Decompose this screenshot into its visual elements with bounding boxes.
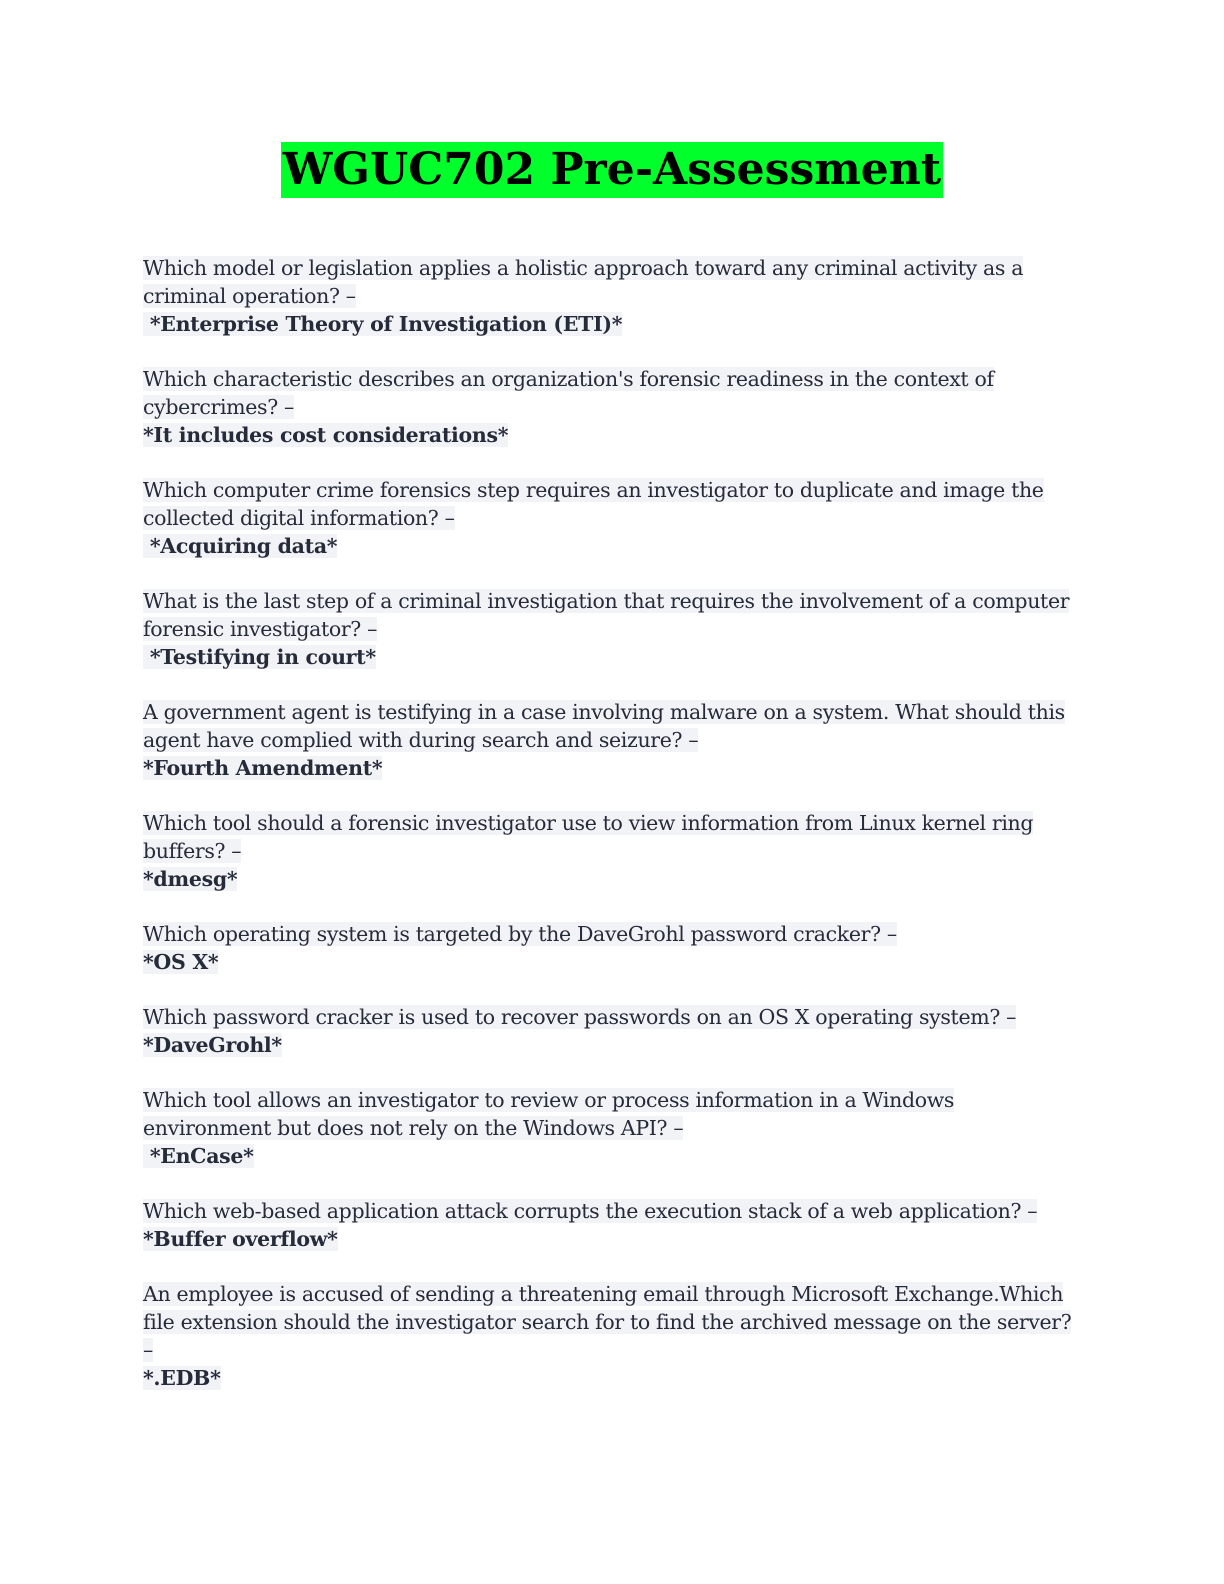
qa-item-8 [143, 1003, 1083, 1059]
question-text [143, 1003, 1083, 1031]
question-highlight: What is the last step of a criminal investigation that requires the involvement of a computer forensic investigator? – [143, 589, 1070, 641]
qa-item-4 [143, 587, 1083, 671]
question-text [143, 587, 1083, 643]
qa-list [143, 254, 1083, 1419]
qa-item-5 [143, 698, 1083, 782]
question-highlight: Which web-based application attack corrupts the execution stack of a web application? – [143, 1199, 1038, 1223]
question-highlight: Which tool allows an investigator to review or process information in a Windows environment but does not rely on the Windows API? – [143, 1088, 955, 1140]
answer-highlight: *EnCase* [143, 1144, 254, 1168]
answer-highlight: *.EDB* [143, 1366, 221, 1390]
answer-highlight: *Fourth Amendment* [143, 756, 383, 780]
qa-item-3 [143, 476, 1083, 560]
answer-text [143, 310, 1083, 338]
question-text [143, 809, 1083, 865]
answer-text [143, 421, 1083, 449]
question-highlight: An employee is accused of sending a threatening email through Microsoft Exchange.Which file extension should the investigator search for to find the archived message on the server? – [143, 1282, 1072, 1362]
answer-highlight: *Buffer overflow* [143, 1227, 338, 1251]
answer-text [143, 865, 1083, 893]
question-text [143, 365, 1083, 421]
qa-item-7 [143, 920, 1083, 976]
question-text [143, 1280, 1083, 1364]
question-text [143, 920, 1083, 948]
answer-highlight: *Enterprise Theory of Investigation (ETI)* [143, 312, 623, 336]
answer-highlight: *It includes cost considerations* [143, 423, 509, 447]
answer-highlight: *Acquiring data* [143, 534, 338, 558]
answer-text [143, 948, 1083, 976]
answer-text [143, 1142, 1083, 1170]
answer-highlight: *Testifying in court* [143, 645, 376, 669]
answer-highlight: *OS X* [143, 950, 219, 974]
qa-item-11 [143, 1280, 1083, 1392]
answer-text [143, 1364, 1083, 1392]
question-text [143, 476, 1083, 532]
title-wrapper [0, 142, 1224, 198]
document-title: WGUC702 Pre-Assessment [281, 142, 943, 198]
question-highlight: Which tool should a forensic investigator use to view information from Linux kernel ring buffers? – [143, 811, 1034, 863]
question-highlight: A government agent is testifying in a case involving malware on a system. What should this agent have complied with during search and seizure? – [143, 700, 1065, 752]
qa-item-10 [143, 1197, 1083, 1253]
answer-highlight: *dmesg* [143, 867, 238, 891]
answer-text [143, 754, 1083, 782]
answer-text [143, 1225, 1083, 1253]
answer-highlight: *DaveGrohl* [143, 1033, 282, 1057]
question-highlight: Which characteristic describes an organization's forensic readiness in the context of cybercrimes? – [143, 367, 994, 419]
qa-item-6 [143, 809, 1083, 893]
question-highlight: Which computer crime forensics step requires an investigator to duplicate and image the collected digital information? – [143, 478, 1044, 530]
answer-text [143, 643, 1083, 671]
qa-item-1 [143, 254, 1083, 338]
question-text [143, 1086, 1083, 1142]
answer-text [143, 532, 1083, 560]
question-highlight: Which operating system is targeted by the DaveGrohl password cracker? – [143, 922, 897, 946]
question-text [143, 1197, 1083, 1225]
question-text [143, 698, 1083, 754]
question-highlight: Which password cracker is used to recover passwords on an OS X operating system? – [143, 1005, 1017, 1029]
question-text [143, 254, 1083, 310]
qa-item-2 [143, 365, 1083, 449]
question-highlight: Which model or legislation applies a holistic approach toward any criminal activity as a criminal operation? – [143, 256, 1024, 308]
answer-text [143, 1031, 1083, 1059]
qa-item-9 [143, 1086, 1083, 1170]
